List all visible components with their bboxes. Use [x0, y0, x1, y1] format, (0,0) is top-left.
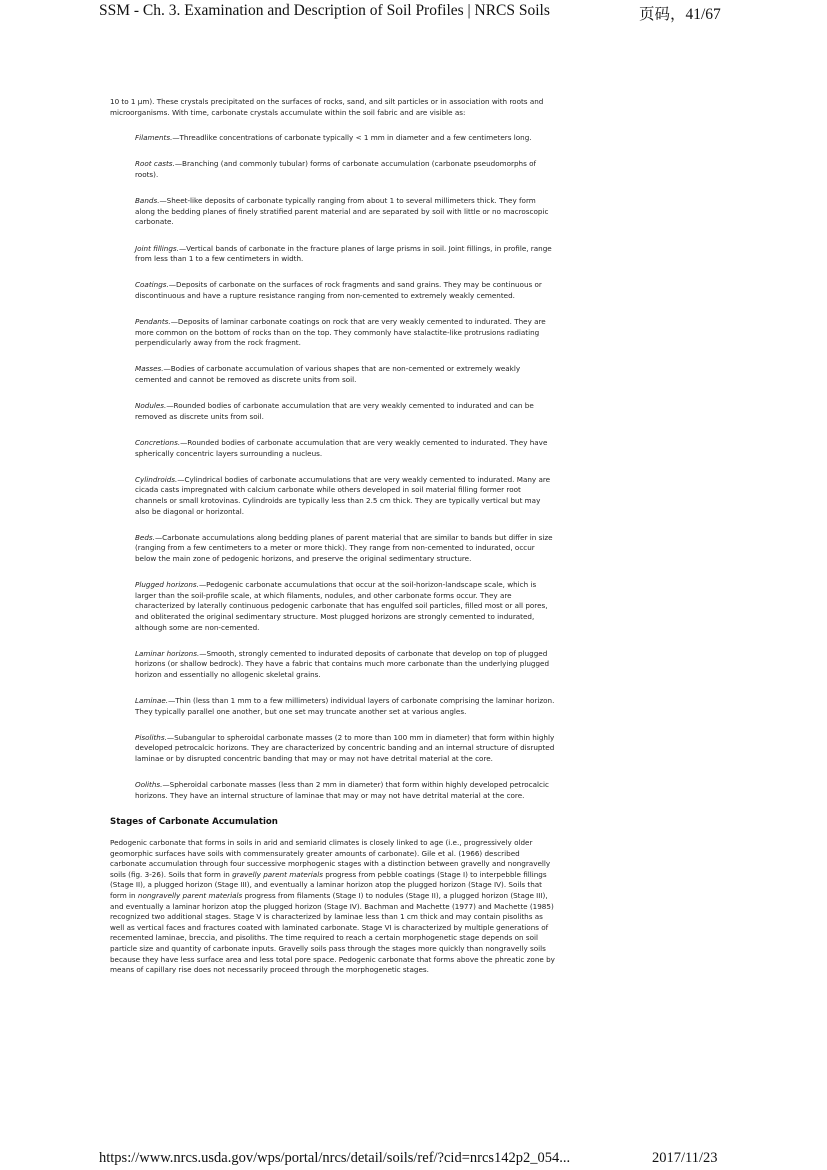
paragraph-text: progress from filaments (Stage I) to nodules (Stage II), a plugged horizon (Stage III), and eventually a laminar horizon atop the plugged horizon (Stage IV). Bachman and Machette (1977) and Machette (1985) recognized two additional stages. Stage V is characterized by laminae less than 1 cm thick and may contain pisoliths as well as vertical faces and fractures coated with laminated carbonate. Stage VI is characterized by multiple generations of recemented laminae, breccia, and pisoliths. The time required to reach a certain morphogenetic stage depends on soil particle size and quantity of carbonate inputs. Gravelly soils pass through the stages more quickly than nongravelly soils because they have less surface area and less total pore space. Pedogenic carbonate that forms above the phreatic zone by means of capillary rise does not necessarily proceed through the morphogenetic stages. [110, 891, 555, 975]
term-description: —Carbonate accumulations along bedding planes of parent material that are similar to bands but differ in size (ranging from a few centimeters to a meter or more thick). They range from non-cemented to indurated, occur below the main zone of pedogenic horizons, and preserve the original sedimentary structure. [135, 532, 553, 563]
term-bands [135, 196, 555, 228]
term-joint-fillings [135, 244, 555, 265]
term-name: Nodules. [135, 401, 167, 411]
term-beds [135, 533, 555, 565]
term-description: —Threadlike concentrations of carbonate typically < 1 mm in diameter and a few centimeters long. [172, 133, 532, 143]
stages-paragraph [110, 838, 555, 976]
term-name: Plugged horizons. [135, 580, 199, 590]
term-name: Cylindroids. [135, 474, 178, 484]
term-description: —Sheet-like deposits of carbonate typically ranging from about 1 to several millimeters thick. They form along the bedding planes of finely stratified parent material and are separated by soil with little or no macroscopic carbonate. [135, 196, 549, 227]
term-description: —Rounded bodies of carbonate accumulation that are very weakly cemented to indurated. They have spherically concentric layers surrounding a nucleus. [135, 438, 548, 458]
page-header [0, 2, 827, 26]
term-name: Laminar horizons. [135, 648, 200, 658]
term-description: —Deposits of laminar carbonate coatings on rock that are very weakly cemented to indurated. They are more common on the bottom of rocks than on the top. They commonly have stalactite-like protrusions radiating perpendicularly away from the rock fragment. [135, 317, 546, 348]
term-description: —Pedogenic carbonate accumulations that occur at the soil-horizon-landscape scale, which is larger than the soil-profile scale, at which filaments, nodules, and other carbonate forms occur. They are characterized by laterally continuous pedogenic carbonate that has engulfed soil particles, filled most or all pores, and obliterated the original sedimentary structure. Most plugged horizons are strongly cemented to indurated, although some are non-cemented. [135, 580, 548, 632]
source-url: https://www.nrcs.usda.gov/wps/portal/nrcs/detail/soils/ref/?cid=nrcs142p2_054... [99, 1150, 571, 1166]
term-name: Bands. [135, 196, 160, 206]
carbonate-forms-list [110, 133, 555, 801]
emphasis-text: nongravelly parent materials [137, 891, 243, 900]
paragraph-text: Pedogenic carbonate that forms in soils in arid and semiarid climates is closely linked to age (i.e., progressively older geomorphic surfaces have soils with commensurately greater amounts of carbonate). Gile et al. (1966) described carbonate accumulation through four successive morphogenic stages with a distinction between gravelly and nongravelly soils (fig. 3-26). Soils that form in [110, 838, 551, 879]
term-description: —Cylindrical bodies of carbonate accumulations that are very weakly cemented to indurated. Many are cicada casts impregnated with calcium carbonate while others developed in soil material filling former root channels or small krotovinas. Cylindroids are typically less than 2.5 cm thick. They are typically vertical but may also be diagonal or horizontal. [135, 474, 551, 516]
term-name: Filaments. [135, 133, 173, 143]
term-ooliths [135, 780, 555, 801]
term-description: —Thin (less than 1 mm to a few millimeters) individual layers of carbonate comprising the laminar horizon. They typically parallel one another, but one set may truncate another set at various angles. [135, 696, 555, 716]
term-name: Ooliths. [135, 780, 163, 790]
term-root-casts [135, 159, 555, 180]
term-nodules [135, 401, 555, 422]
term-pendants [135, 317, 555, 349]
term-pisoliths [135, 733, 555, 765]
paragraph-text: progress from pebble coatings (Stage I) to interpebble fillings (Stage II), a plugged horizon (Stage III), and eventually a laminar horizon atop the plugged horizon (Stage IV). Soils that form in [110, 869, 547, 900]
term-name: Coatings. [135, 280, 169, 290]
term-concretions [135, 438, 555, 459]
term-coatings [135, 280, 555, 301]
section-heading: Stages of Carbonate Accumulation [110, 817, 278, 828]
term-name: Concretions. [135, 438, 181, 448]
term-filaments [135, 133, 555, 144]
term-description: —Spheroidal carbonate masses (less than 2 mm in diameter) that form within highly developed petrocalcic horizons. They have an internal structure of laminae that may or may not have detrital material at the core. [135, 780, 549, 800]
term-plugged-horizons [135, 580, 555, 633]
term-laminae [135, 696, 555, 717]
page-number: 页码，41/67 [639, 6, 721, 23]
term-name: Masses. [135, 364, 164, 374]
term-name: Root casts. [135, 159, 175, 169]
document-title: SSM - Ch. 3. Examination and Description of Soil Profiles | NRCS Soils [99, 2, 550, 19]
term-description: —Smooth, strongly cemented to indurated deposits of carbonate that develop on top of plugged horizons (or shallow bedrock). They have a fabric that contains much more carbonate than the underlying plugged horizon and essentially no allogenic skeletal grains. [135, 648, 550, 679]
term-description: —Rounded bodies of carbonate accumulation that are very weakly cemented to indurated and can be removed as discrete units from soil. [135, 401, 534, 421]
intro-paragraph: 10 to 1 µm). These crystals precipitated on the surfaces of rocks, sand, and silt particles or in association with roots and microorganisms. With time, carbonate crystals accumulate within the soil fabric and are visible as: [110, 97, 544, 117]
term-name: Pendants. [135, 317, 171, 327]
term-name: Beds. [135, 532, 155, 542]
term-laminar-horizons [135, 649, 555, 681]
term-description: —Vertical bands of carbonate in the fracture planes of large prisms in soil. Joint fillings, in profile, range from less than 1 to a few centimeters in width. [135, 243, 552, 264]
term-name: Pisoliths. [135, 732, 167, 742]
article-content [110, 97, 555, 976]
term-cylindroids [135, 475, 555, 517]
term-description: —Deposits of carbonate on the surfaces of rock fragments and sand grains. They may be continuous or discontinuous and have a rupture resistance ranging from non-cemented to extremely weakly cemented. [135, 280, 542, 300]
term-description: —Subangular to spheroidal carbonate masses (2 to more than 100 mm in diameter) that form within highly developed petrocalcic horizons. They are characterized by concentric banding and an internal structure of disrupted laminae or by disrupted concentric banding that may or may not have detrital material at the core. [135, 732, 555, 764]
emphasis-text: gravelly parent materials [232, 869, 323, 879]
term-name: Joint fillings. [135, 243, 179, 253]
print-date: 2017/11/23 [652, 1150, 718, 1166]
term-description: —Branching (and commonly tubular) forms of carbonate accumulation (carbonate pseudomorphs of roots). [135, 159, 537, 179]
page-footer [0, 1150, 827, 1170]
term-name: Laminae. [135, 696, 169, 706]
term-description: —Bodies of carbonate accumulation of various shapes that are non-cemented or extremely weakly cemented and cannot be removed as discrete units from soil. [135, 364, 521, 385]
term-masses [135, 364, 555, 385]
